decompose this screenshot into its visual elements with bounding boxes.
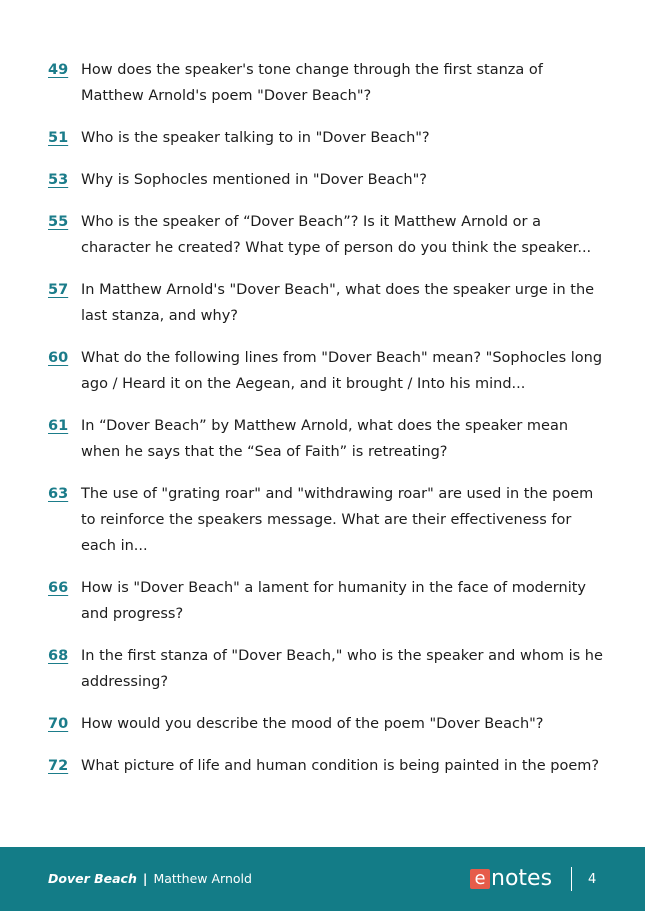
question-text[interactable]: How would you describe the mood of the poem "Dover Beach"?: [81, 716, 544, 732]
question-number-link[interactable]: 66: [48, 580, 69, 596]
question-number-link[interactable]: 63: [48, 486, 69, 502]
footer-book-title: Dover Beach: [48, 871, 137, 886]
question-number-link[interactable]: 72: [48, 758, 69, 774]
question-text[interactable]: In “Dover Beach” by Matthew Arnold, what does the speaker mean when he says that the “Sea of Faith” is retreating?: [81, 418, 569, 460]
question-text[interactable]: What do the following lines from "Dover Beach" mean? "Sophocles long ago / Heard it on the Aegean, and it brought / Into his mind...: [81, 350, 603, 392]
question-text[interactable]: In Matthew Arnold's "Dover Beach", what does the speaker urge in the last stanza, and why?: [81, 282, 595, 324]
question-text[interactable]: Why is Sophocles mentioned in "Dover Beach"?: [81, 172, 427, 188]
enotes-logo-wordmark: notes: [491, 866, 553, 891]
question-text[interactable]: The use of "grating roar" and "withdrawing roar" are used in the poem to reinforce the speakers message. What are their effectiveness for each in...: [81, 486, 594, 554]
question-number-link[interactable]: 68: [48, 648, 69, 664]
question-text[interactable]: Who is the speaker of “Dover Beach”? Is it Matthew Arnold or a character he created? What type of person do you think the speaker...: [81, 214, 592, 256]
footer-book-info: [48, 871, 252, 887]
question-text[interactable]: What picture of life and human condition is being painted in the poem?: [81, 758, 600, 774]
question-number-link[interactable]: 53: [48, 172, 69, 188]
question-number-link[interactable]: 57: [48, 282, 69, 298]
question-item[interactable]: [48, 125, 608, 151]
footer-author: Matthew Arnold: [153, 871, 252, 886]
question-text[interactable]: How is "Dover Beach" a lament for humanity in the face of modernity and progress?: [81, 580, 587, 622]
question-number-link[interactable]: 55: [48, 214, 69, 230]
question-list: [48, 57, 608, 795]
question-number-link[interactable]: 60: [48, 350, 69, 366]
enotes-logo-e-icon: e: [470, 869, 490, 889]
question-text[interactable]: Who is the speaker talking to in "Dover Beach"?: [81, 130, 430, 146]
footer-divider: [571, 867, 572, 891]
question-text[interactable]: How does the speaker's tone change through the first stanza of Matthew Arnold's poem "Dover Beach"?: [81, 62, 543, 104]
enotes-logo: [470, 867, 552, 891]
question-item[interactable]: [48, 345, 608, 397]
question-item[interactable]: [48, 575, 608, 627]
page-footer: [0, 847, 645, 911]
question-number-link[interactable]: 51: [48, 130, 69, 146]
question-number-link[interactable]: 70: [48, 716, 69, 732]
page-number: 4: [588, 872, 597, 887]
question-item[interactable]: [48, 711, 608, 737]
question-item[interactable]: [48, 413, 608, 465]
question-text[interactable]: In the first stanza of "Dover Beach," who is the speaker and whom is he addressing?: [81, 648, 603, 690]
footer-separator: |: [142, 871, 148, 886]
question-item[interactable]: [48, 57, 608, 109]
question-item[interactable]: [48, 481, 608, 559]
question-number-link[interactable]: 61: [48, 418, 69, 434]
question-item[interactable]: [48, 643, 608, 695]
question-number-link[interactable]: 49: [48, 62, 69, 78]
question-item[interactable]: [48, 209, 608, 261]
question-item[interactable]: [48, 277, 608, 329]
question-item[interactable]: [48, 753, 608, 779]
question-item[interactable]: [48, 167, 608, 193]
